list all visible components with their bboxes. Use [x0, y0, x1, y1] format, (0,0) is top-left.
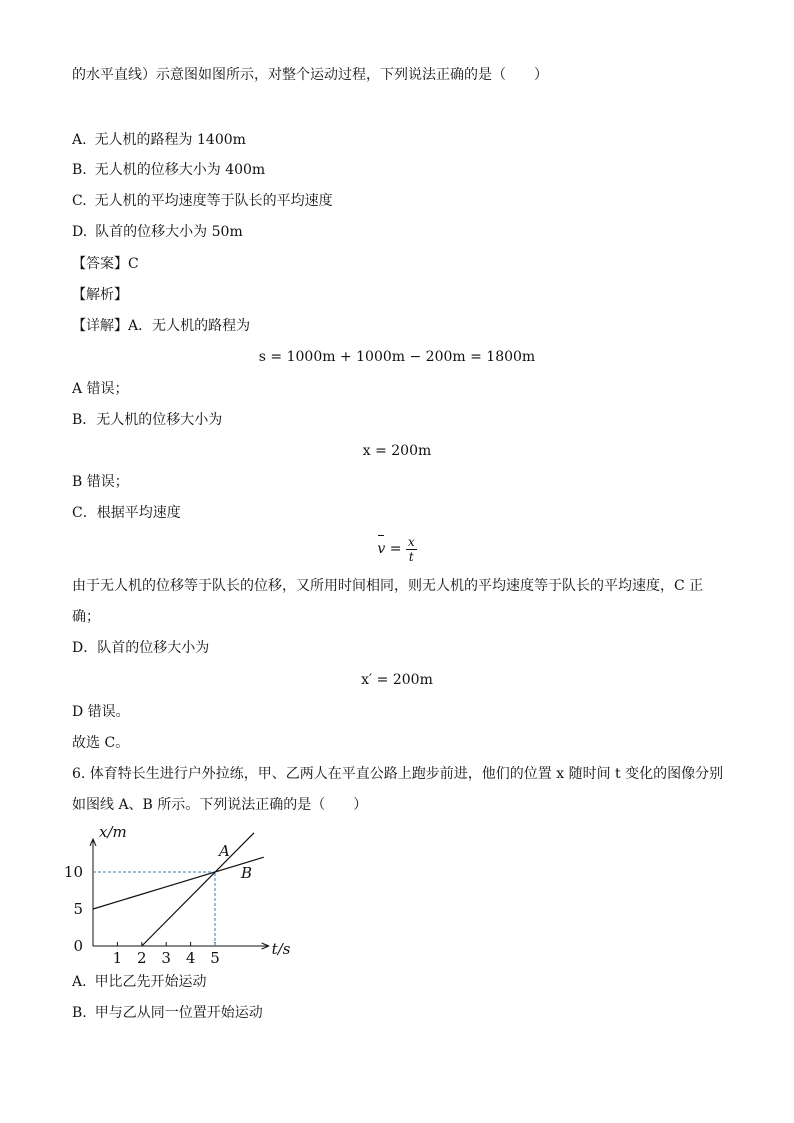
analysis-label: 【解析】: [72, 287, 128, 303]
detail-b: B．无人机的位移大小为: [72, 412, 223, 428]
x-tick-label: 4: [185, 949, 196, 967]
detail-c: C．根据平均速度: [72, 505, 181, 521]
d-wrong: D 错误。: [72, 704, 130, 720]
x-tick-label: 3: [161, 949, 171, 967]
option-text: 甲比乙先开始运动: [94, 974, 207, 990]
series-label-a: A: [219, 842, 230, 860]
detail-d: D．队首的位移大小为: [72, 640, 210, 656]
option-text: 无人机的路程为 1400m: [94, 132, 246, 148]
y-axis-label: x/m: [99, 823, 127, 841]
option-letter: A.: [72, 132, 87, 148]
equation-2: x = 200m: [362, 443, 432, 459]
choose-line: 故选 C。: [72, 735, 130, 751]
equation-3: [0, 532, 794, 566]
average-velocity-symbol: v: [377, 532, 385, 566]
x-axis-label: t/s: [271, 940, 291, 958]
option-text: 无人机的位移大小为 400m: [94, 162, 266, 178]
option-letter: D.: [72, 224, 88, 240]
question-6-line-1: 6. 体育特长生进行户外拉练，甲、乙两人在平直公路上跑步前进，他们的位置 x 随时间 t 变化的图像分别: [72, 766, 724, 782]
option-a: [72, 130, 246, 150]
origin-label: 0: [73, 937, 83, 955]
detail-a: 【详解】A．无人机的路程为: [72, 318, 251, 334]
c-text-1: 由于无人机的位移等于队长的位移，又所用时间相同，则无人机的平均速度等于队长的平均速度，C 正: [72, 578, 704, 594]
option-b: [72, 160, 265, 180]
question-6-line-2: 如图线 A、B 所示。下列说法正确的是（ ）: [72, 797, 368, 813]
c-text-2: 确；: [72, 609, 100, 625]
option-letter: C.: [72, 193, 87, 209]
equation-4: x′ = 200m: [361, 672, 433, 688]
option-letter: A.: [72, 974, 87, 990]
question-6-option-b: [72, 1003, 263, 1023]
a-wrong: A 错误；: [72, 381, 129, 397]
fraction-denominator: t: [408, 549, 414, 564]
fraction-numerator: x: [407, 534, 415, 549]
x-tick-label: 1: [112, 949, 123, 967]
option-text: 队首的位移大小为 50m: [95, 224, 243, 240]
equation-1: s = 1000m + 1000m − 200m = 1800m: [258, 349, 536, 365]
option-c: [72, 191, 333, 211]
option-letter: B.: [72, 162, 87, 178]
x-tick-label: 5: [210, 949, 220, 967]
option-d: [72, 222, 243, 242]
series-line-b: [93, 857, 264, 909]
x-tick-label: 2: [137, 949, 147, 967]
equals-sign: =: [389, 541, 402, 557]
y-tick-label: 5: [73, 900, 83, 918]
fraction: [406, 535, 417, 564]
text-line: 的水平直线）示意图如图所示，对整个运动过程，下列说法正确的是（ ）: [72, 67, 548, 83]
option-text: 无人机的平均速度等于队长的平均速度: [94, 193, 333, 209]
b-wrong: B 错误；: [72, 474, 129, 490]
question-6-option-a: [72, 972, 207, 992]
answer-label: 【答案】C: [72, 256, 139, 272]
option-letter: B.: [72, 1005, 87, 1021]
option-text: 甲与乙从同一位置开始运动: [94, 1005, 263, 1021]
series-label-b: B: [241, 864, 253, 882]
y-tick-label: 10: [63, 863, 83, 881]
position-time-chart: [55, 818, 295, 968]
